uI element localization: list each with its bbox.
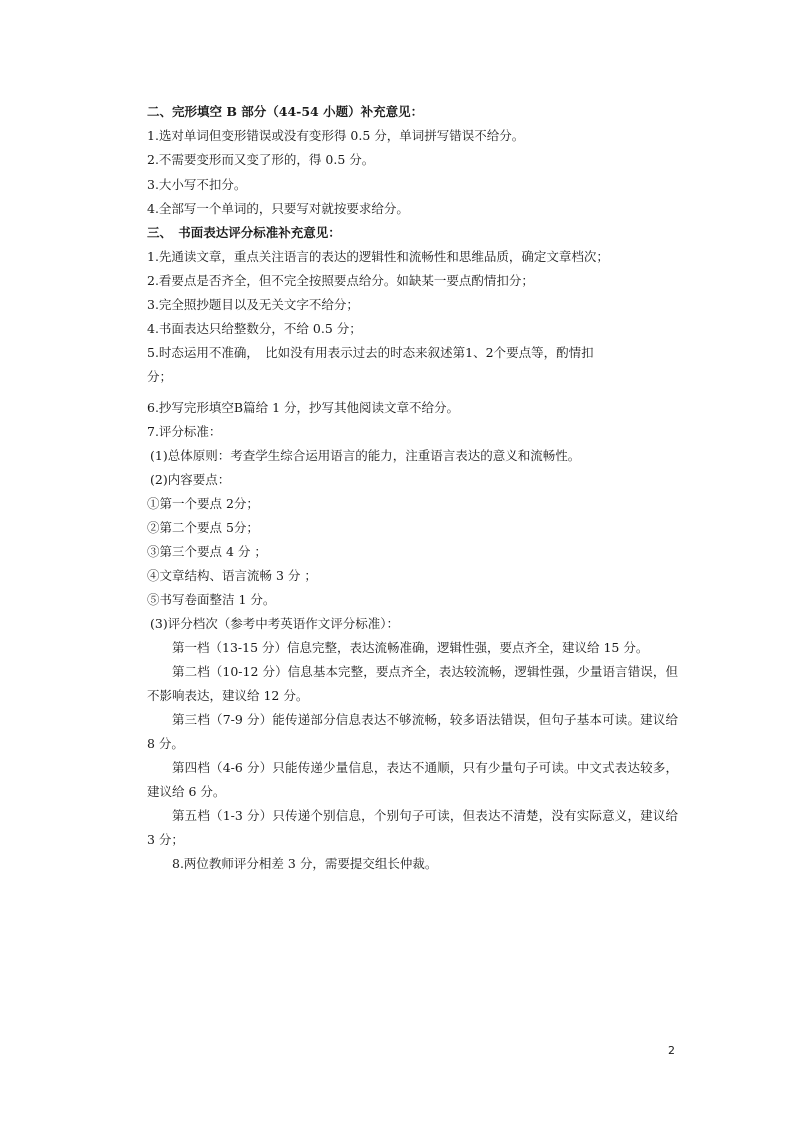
section2-heading: 二、完形填空 B 部分（44-54 小题）补充意见：: [147, 104, 424, 119]
criteria-grades-title: (3)评分档次（参考中考英语作文评分标准）：: [150, 616, 399, 631]
criteria-point-3: ③第三个要点 4 分 ；: [147, 544, 267, 559]
criteria-point-4: ④文章结构、语言流畅 3 分 ；: [147, 568, 317, 583]
criteria-points-title: (2)内容要点：: [150, 472, 231, 487]
section3-heading: 三、 书面表达评分标准补充意见：: [147, 225, 341, 240]
section3-item-1: 1.先通读文章，重点关注语言的表达的逻辑性和流畅性和思维品质，确定文章档次；: [147, 249, 609, 264]
grade-level-2: 第二档（10-12 分）信息基本完整，要点齐全，表达较流畅，逻辑性强，少量语言错误，但不影响表达，建议给 12 分。: [147, 664, 678, 703]
criteria-point-2: ②第二个要点 5分；: [147, 520, 259, 535]
criteria-principle: (1)总体原则：考查学生综合运用语言的能力，注重语言表达的意义和流畅性。: [150, 448, 581, 463]
grade-level-5: 第五档（1-3 分）只传递个别信息，个别句子可读，但表达不清楚，没有实际意义，建议给 3 分；: [147, 808, 678, 847]
section3-item-7: 7.评分标准：: [147, 424, 222, 439]
section3-item-6: 6.抄写完形填空B篇给 1 分，抄写其他阅读文章不给分。: [147, 400, 460, 415]
section3-item-5: 5.时态运用不准确， 比如没有用表示过去的时态来叙述第1、2个要点等，酌情扣: [147, 345, 594, 360]
section3-item-3: 3.完全照抄题目以及无关文字不给分；: [147, 297, 359, 312]
section2-item-3: 3.大小写不扣分。: [147, 177, 247, 192]
grade-level-3: 第三档（7-9 分）能传递部分信息表达不够流畅，较多语法错误，但句子基本可读。建议给 8 分。: [147, 712, 678, 751]
section2-item-1: 1.选对单词但变形错误或没有变形得 0.5 分，单词拼写错误不给分。: [147, 128, 525, 143]
grade-level-4: 第四档（4-6 分）只能传递少量信息，表达不通顺，只有少量句子可读。中文式表达较多，建议给 6 分。: [147, 760, 678, 799]
criteria-point-5: ⑤书写卷面整洁 1 分。: [147, 592, 276, 607]
section3-item-2: 2.看要点是否齐全，但不完全按照要点给分。如缺某一要点酌情扣分；: [147, 273, 534, 288]
section3-item-5-cont: 分；: [147, 369, 173, 384]
page-number: 2: [668, 1044, 675, 1057]
section3-item-8: 8.两位教师评分相差 3 分，需要提交组长仲裁。: [172, 856, 438, 871]
section3-item-4: 4.书面表达只给整数分，不给 0.5 分；: [147, 321, 362, 336]
grade-level-1: 第一档（13-15 分）信息完整，表达流畅准确，逻辑性强，要点齐全，建议给 15 分。: [172, 640, 649, 655]
section2-item-4: 4.全部写一个单词的，只要写对就按要求给分。: [147, 201, 409, 216]
criteria-point-1: ①第一个要点 2分；: [147, 496, 259, 511]
section2-item-2: 2.不需要变形而又变了形的，得 0.5 分。: [147, 152, 375, 167]
